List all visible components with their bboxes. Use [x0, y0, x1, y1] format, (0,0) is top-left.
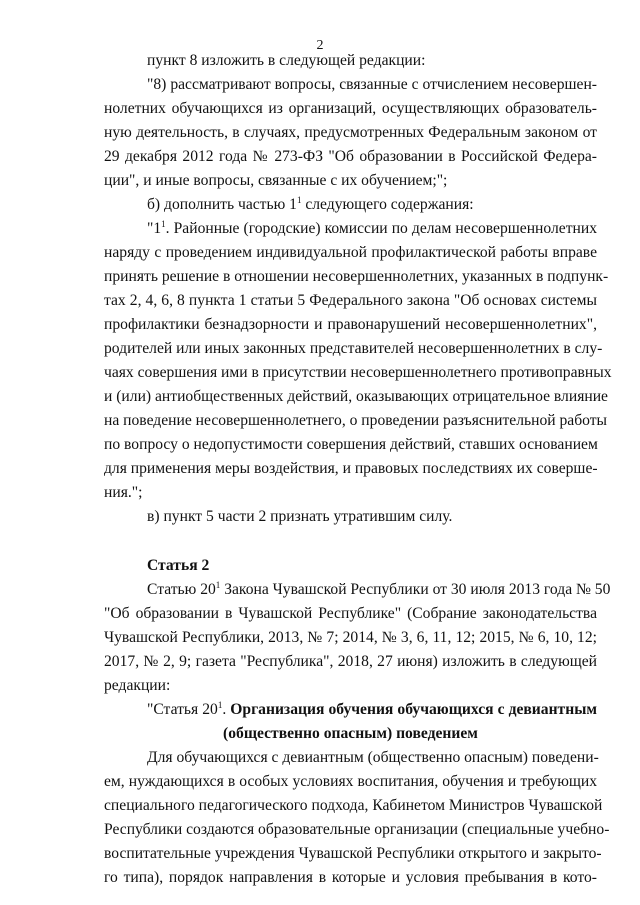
line-text: нолетних обучающихся из организаций, осуществляющих образователь-: [104, 100, 597, 117]
line-text: в) пункт 5 части 2 признать утратившим силу.: [147, 508, 453, 525]
text-line: [104, 267, 609, 287]
line-text: "8) рассматривают вопросы, связанные с отчислением несовершен-: [147, 76, 597, 93]
text-line: [104, 844, 602, 864]
superscript-marker: 1: [217, 700, 223, 710]
line-text: чаях совершения ими в присутствии несовершеннолетнего противоправных: [104, 364, 612, 381]
line-text: Статья 2: [147, 557, 210, 574]
text-line: [104, 820, 610, 840]
page-number: 2: [316, 38, 324, 53]
text-line: [104, 243, 597, 263]
text-line: [104, 147, 597, 167]
text-line: [147, 219, 597, 239]
line-text: специального педагогического подхода, Кабинетом Министров Чувашской: [104, 797, 603, 814]
text-line: [147, 748, 597, 768]
superscript-marker: 1: [161, 219, 166, 229]
text-line: [104, 315, 597, 335]
line-text: пункт 8 изложить в следующей редакции:: [147, 52, 426, 69]
text-line: [147, 700, 597, 720]
text-line: [104, 628, 597, 648]
text-line: [147, 195, 597, 215]
line-text: воспитательные учреждения Чувашской Республики открытого и закрыто-: [104, 845, 602, 862]
text-line: [104, 387, 608, 407]
line-text: Для обучающихся с девиантным (общественно опасным) поведени-: [147, 749, 599, 766]
line-text-continuation: .: [222, 701, 231, 718]
line-text: (общественно опасным) поведением: [223, 725, 478, 742]
text-line: [104, 171, 597, 191]
line-text: тах 2, 4, 6, 8 пункта 1 статьи 5 Федерального закона "Об основах системы: [104, 292, 597, 309]
text-line: [147, 51, 597, 71]
line-text: ную деятельность, в случаях, предусмотренных Федеральным законом от: [104, 124, 597, 141]
text-line: [104, 291, 597, 311]
line-text: ния.";: [104, 484, 143, 501]
heading-line: [147, 556, 597, 576]
text-line: [104, 339, 603, 359]
line-text: Республики создаются образовательные организации (специальные учебно-: [104, 821, 610, 838]
line-text: наряду с проведением индивидуальной профилактической работы вправе: [104, 244, 597, 261]
line-text: "1: [147, 220, 162, 237]
text-line: [147, 580, 611, 600]
line-text: по вопросу о недопустимости совершения действий, ставших основанием: [104, 436, 598, 453]
line-text: принять решение в отношении несовершеннолетних, указанных в подпунк-: [104, 268, 609, 285]
line-text: б) дополнить частью 1: [147, 196, 297, 213]
article-title: Организация обучения обучающихся с девиантным: [230, 701, 598, 718]
text-line: [104, 123, 597, 143]
line-text: ем, нуждающихся в особых условиях воспитания, обучения и требующих: [104, 773, 597, 790]
text-line: [104, 435, 597, 455]
text-line: [104, 99, 597, 119]
line-text: родителей или иных законных представителей несовершеннолетних в слу-: [104, 340, 603, 357]
line-text-continuation: следующего содержания:: [301, 196, 474, 213]
line-text: на поведение несовершеннолетнего, о проведении разъяснительной работы: [104, 412, 608, 429]
text-line: [104, 652, 597, 672]
line-text: редакции:: [104, 677, 171, 694]
superscript-marker: 1: [215, 580, 221, 590]
line-text: 2017, № 2, 9; газета "Республика", 2018, 27 июня) изложить в следующей: [104, 653, 597, 670]
text-line: [104, 796, 603, 816]
text-line: [104, 363, 612, 383]
text-line: [147, 75, 597, 95]
line-text: "Статья 20: [147, 701, 218, 718]
line-text-continuation: . Районные (городские) комиссии по делам несовершеннолетних: [165, 220, 597, 237]
text-line: [104, 868, 597, 888]
text-line: [104, 483, 597, 503]
superscript-marker: 1: [296, 195, 302, 205]
line-text: Чувашской Республики, 2013, № 7; 2014, № 3, 6, 11, 12; 2015, № 6, 10, 12;: [104, 629, 597, 646]
text-line: [104, 604, 597, 624]
line-text: Статью 20: [147, 581, 216, 598]
text-line: [104, 459, 597, 479]
line-text: го типа), порядок направления в которые и условия пребывания в кото-: [104, 869, 597, 886]
text-line: [104, 772, 597, 792]
line-text: для применения меры воздействия, и правовых последствиях их соверше-: [104, 460, 598, 477]
line-text-continuation: Закона Чувашской Республики от 30 июля 2013 года № 50: [220, 581, 611, 598]
text-line: [147, 507, 597, 527]
line-text: ции", и иные вопросы, связанные с их обучением;";: [104, 172, 448, 189]
text-line: [104, 411, 608, 431]
line-text: и (или) антиобщественных действий, оказывающих отрицательное влияние: [104, 388, 608, 405]
line-text: "Об образовании в Чувашской Республике" (Собрание законодательства: [104, 605, 597, 622]
heading-line: [104, 724, 597, 744]
line-text: 29 декабря 2012 года № 273-ФЗ "Об образовании в Российской Федера-: [104, 148, 597, 165]
text-line: [104, 676, 597, 696]
line-text: профилактики безнадзорности и правонарушений несовершеннолетних",: [104, 316, 597, 333]
